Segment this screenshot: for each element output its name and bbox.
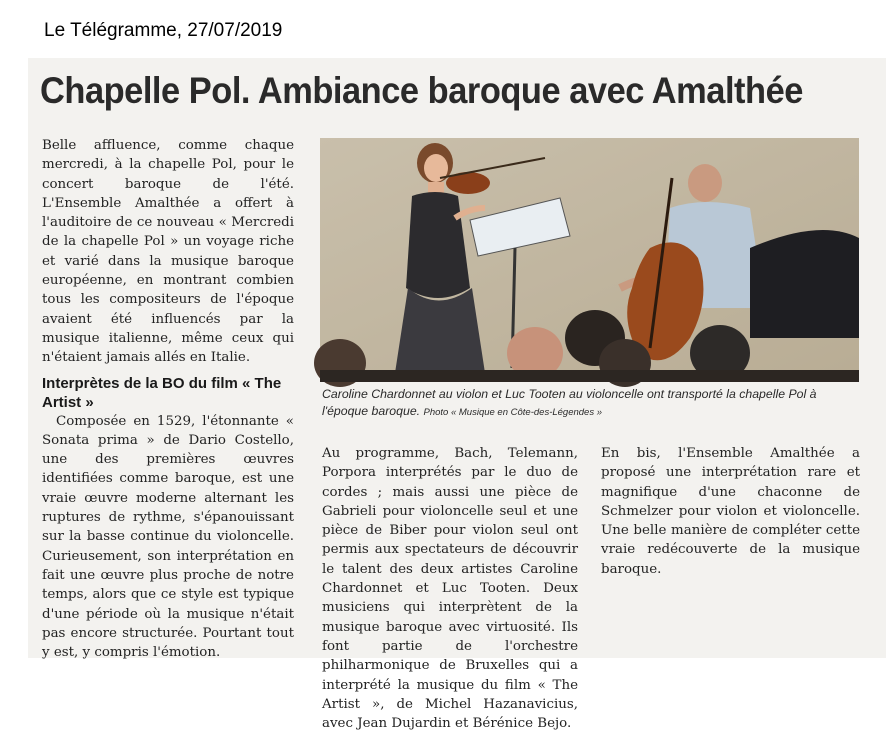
concert-photo-drawing	[320, 138, 859, 382]
photo-caption	[322, 386, 858, 421]
subheading: Interprètes de la BO du film « The Artist »	[42, 374, 282, 411]
concert-photo	[320, 138, 859, 382]
headline: Chapelle Pol. Ambiance baroque avec Amalthée	[40, 70, 803, 111]
right-column	[601, 444, 860, 579]
caption-text: Caroline Chardonnet au violon et Luc Tooten au violoncelle ont transporté la chapelle Pol à l'époque baroque.	[322, 387, 817, 418]
intro-paragraph: Belle affluence, comme chaque mercredi, à la chapelle Pol, pour le concert baroque de l'été. L'Ensemble Amalthée a offert à l'auditoire de ce nouveau « Mercredi de la chapelle Pol » un voyage riche et varié dans la musique baroque européenne, en montrant combien tous les compositeurs de l'époque avaient été influencés par la musique italienne, même ceux qui n'étaient jamais allés en Italie.	[42, 138, 294, 366]
photo-credit: Photo « Musique en Côte-des-Légendes »	[423, 407, 603, 418]
middle-column	[322, 444, 578, 733]
paragraph-programme: Au programme, Bach, Telemann, Porpora interprétés par le duo de cordes ; mais aussi une pièce de Gabrieli pour violoncelle seul et une pièce de Biber pour violon seul ont permis aux spectateurs de découvrir le talent des deux artistes Caroline Chardonnet et Luc Tooten. Deux musiciens qui interprètent de la musique baroque avec virtuosité. Ils font partie de l'orchestre philharmonique de Bruxelles qui a interprété la musique du film « The Artist », de Michel Hazanavicius, avec Jean Dujardin et Bérénice Bejo.	[322, 446, 578, 732]
newspaper-clipping	[28, 58, 886, 732]
left-column	[42, 136, 294, 662]
paragraph-sonata: Composée en 1529, l'étonnante « Sonata prima » de Dario Costello, une des premières œuvres identifiées comme baroque, est une vraie œuvre moderne alternant les ruptures de rythme, s'épanouissant sur la basse continue du violoncelle. Curieusement, son interprétation en fait une œuvre plus proche de notre temps, alors que ce style est typique d'une période où la musique n'était pas encore structurée. Pourtant tout y est, y compris l'émotion.	[42, 413, 294, 661]
paragraph-encore: En bis, l'Ensemble Amalthée a proposé une interprétation rare et magnifique d'une chaconne de Schmelzer pour violon et violoncelle. Une belle manière de compléter cette vraie redécouverte de la musique baroque.	[601, 446, 860, 577]
source-line: Le Télégramme, 27/07/2019	[44, 20, 283, 41]
